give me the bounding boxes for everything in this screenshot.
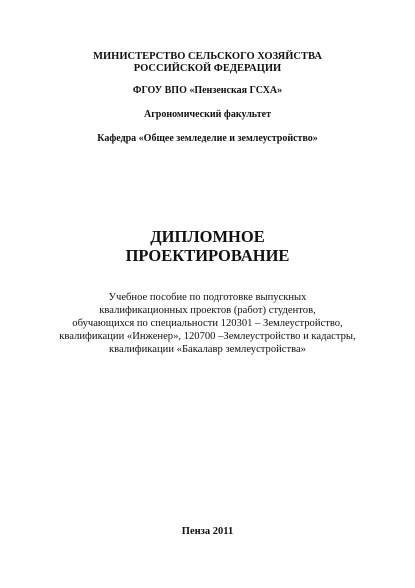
ministry-line-1: МИНИСТЕРСТВО СЕЛЬСКОГО ХОЗЯЙСТВА bbox=[93, 51, 322, 62]
document-title-line-2: ПРОЕКТИРОВАНИЕ bbox=[125, 246, 290, 265]
description-line-1: Учебное пособие по подготовке выпускных bbox=[108, 292, 307, 303]
description-line-4: квалификации «Инженер», 120700 –Землеустройство и кадастры, bbox=[59, 331, 356, 342]
document-title-line-1: ДИПЛОМНОЕ bbox=[150, 227, 265, 246]
department-name: Кафедра «Общее земледелие и землеустройство» bbox=[97, 133, 318, 144]
description-line-3: обучающихся по специальности 120301 – Землеустройство, bbox=[72, 318, 343, 329]
ministry-line-2: РОССИЙСКОЙ ФЕДЕРАЦИИ bbox=[133, 63, 282, 74]
description-line-5: квалификации «Бакалавр землеустройства» bbox=[109, 344, 306, 355]
institution-name: ФГОУ ВПО «Пензенская ГСХА» bbox=[132, 85, 283, 96]
city-year: Пенза 2011 bbox=[181, 526, 234, 537]
description-line-2: квалификационных проектов (работ) студентов, bbox=[99, 305, 316, 316]
faculty-name: Агрономический факультет bbox=[144, 109, 271, 120]
